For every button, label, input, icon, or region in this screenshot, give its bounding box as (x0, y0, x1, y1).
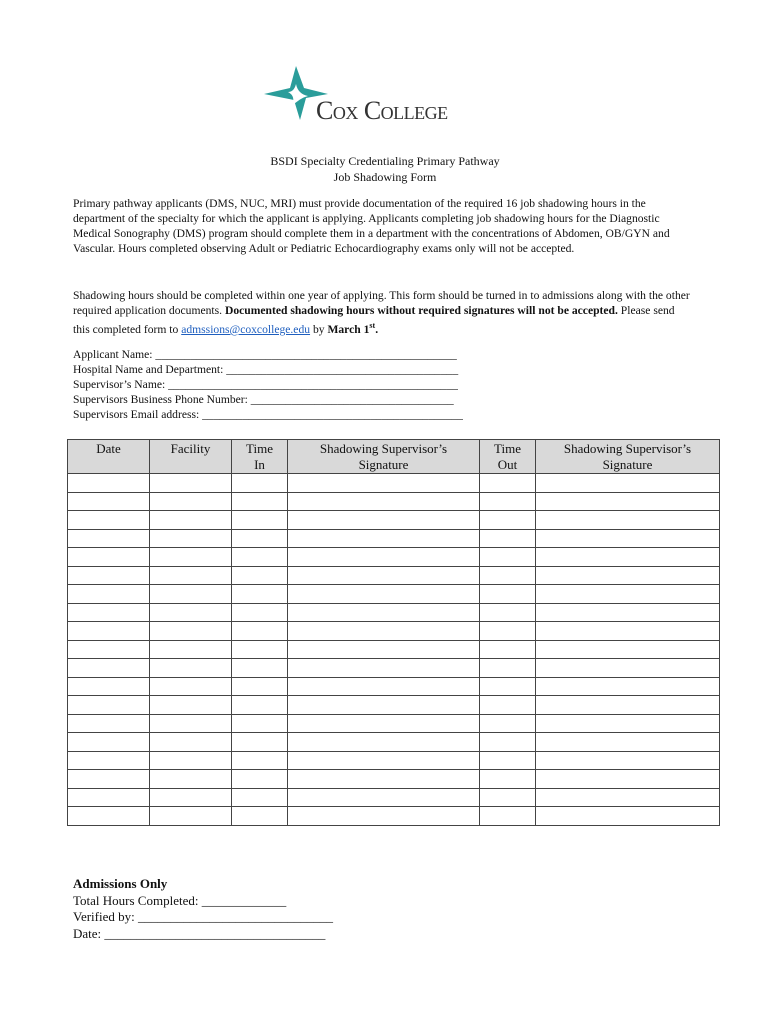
deadline: March 1 (327, 322, 370, 336)
table-cell[interactable] (232, 640, 288, 659)
table-cell[interactable] (480, 585, 536, 604)
table-cell[interactable] (68, 696, 150, 715)
supervisor-name-field[interactable]: Supervisor’s Name: __________________________________________________ (73, 378, 458, 391)
table-cell[interactable] (68, 807, 150, 826)
intro-paragraph: Primary pathway applicants (DMS, NUC, MRI) must provide documentation of the required 16 job shadowing hours in the department of the specialty for which the applicant is applying. Applicants completing job shadowing hours for the Diagnostic Medical Sonography (DMS) program should complete them in a department with the concentrations of Abdomen, OB/GYN and Vascular. Hours completed observing Adult or Pediatric Echocardiography exams only will not be accepted. (73, 197, 670, 255)
table-row (68, 807, 720, 826)
table-row (68, 529, 720, 548)
total-hours-field[interactable]: Total Hours Completed: _____________ (73, 892, 287, 908)
table-cell[interactable] (288, 770, 480, 789)
table-cell[interactable] (232, 751, 288, 770)
table-cell[interactable] (536, 622, 720, 641)
admissions-heading: Admissions Only (73, 876, 168, 891)
table-cell[interactable] (480, 548, 536, 567)
table-cell[interactable] (68, 603, 150, 622)
table-cell[interactable] (480, 640, 536, 659)
table-cell[interactable] (232, 585, 288, 604)
table-cell[interactable] (150, 751, 232, 770)
table-cell[interactable] (480, 677, 536, 696)
table-cell[interactable] (536, 770, 720, 789)
title-line-2: Job Shadowing Form (333, 170, 437, 184)
table-cell[interactable] (68, 659, 150, 678)
table-row (68, 788, 720, 807)
table-cell[interactable] (288, 548, 480, 567)
table-cell[interactable] (150, 788, 232, 807)
table-cell[interactable] (150, 714, 232, 733)
table-cell[interactable] (68, 788, 150, 807)
table-cell[interactable] (68, 640, 150, 659)
table-row (68, 622, 720, 641)
table-cell[interactable] (536, 733, 720, 752)
table-cell[interactable] (288, 659, 480, 678)
table-cell[interactable] (68, 511, 150, 530)
table-cell[interactable] (232, 733, 288, 752)
table-cell[interactable] (536, 603, 720, 622)
table-row (68, 677, 720, 696)
table-cell[interactable] (232, 474, 288, 493)
verified-by-field[interactable]: Verified by: ______________________________ (73, 909, 333, 924)
column-header-time-in: Time In (232, 440, 288, 474)
page-title (0, 153, 770, 185)
table-cell[interactable] (232, 677, 288, 696)
shadowing-log-table (67, 439, 720, 826)
column-header-supervisor-signature-1: Shadowing Supervisor’s Signature (288, 440, 480, 474)
table-cell[interactable] (288, 807, 480, 826)
table-cell[interactable] (536, 807, 720, 826)
table-cell[interactable] (288, 585, 480, 604)
table-cell[interactable] (536, 677, 720, 696)
table-cell[interactable] (150, 659, 232, 678)
table-cell[interactable] (68, 585, 150, 604)
table-cell[interactable] (68, 751, 150, 770)
table-cell[interactable] (232, 714, 288, 733)
table-cell[interactable] (480, 511, 536, 530)
table-cell[interactable] (536, 566, 720, 585)
table-cell[interactable] (480, 622, 536, 641)
table-cell[interactable] (480, 770, 536, 789)
table-cell[interactable] (68, 492, 150, 511)
supervisor-email-field[interactable]: Supervisors Email address: _____________________________________________ (73, 408, 463, 421)
table-row (68, 696, 720, 715)
admissions-only-section (73, 876, 333, 942)
table-row (68, 714, 720, 733)
table-cell[interactable] (232, 807, 288, 826)
table-cell[interactable] (68, 548, 150, 567)
table-row (68, 733, 720, 752)
table-cell[interactable] (288, 492, 480, 511)
table-cell[interactable] (232, 566, 288, 585)
college-name-logo: Cox College (316, 96, 448, 125)
applicant-fields (73, 347, 463, 422)
table-cell[interactable] (150, 696, 232, 715)
table-cell[interactable] (232, 492, 288, 511)
table-cell[interactable] (536, 751, 720, 770)
column-header-time-out: Time Out (480, 440, 536, 474)
table-cell[interactable] (288, 566, 480, 585)
table-cell[interactable] (232, 659, 288, 678)
table-cell[interactable] (150, 807, 232, 826)
table-cell[interactable] (288, 622, 480, 641)
column-header-supervisor-signature-2: Shadowing Supervisor’s Signature (536, 440, 720, 474)
table-cell[interactable] (232, 603, 288, 622)
table-cell[interactable] (232, 529, 288, 548)
signature-warning: Documented shadowing hours without required signatures will not be accepted. (224, 304, 618, 317)
admissions-date-field[interactable]: Date: __________________________________ (73, 925, 326, 941)
deadline-period: . (375, 322, 379, 336)
table-row (68, 511, 720, 530)
table-row (68, 659, 720, 678)
table-cell[interactable] (150, 622, 232, 641)
table-row (68, 548, 720, 567)
column-header-facility: Facility (150, 440, 232, 474)
table-cell[interactable] (150, 511, 232, 530)
table-cell[interactable] (536, 640, 720, 659)
table-cell[interactable] (536, 529, 720, 548)
title-line-1: BSDI Specialty Credentialing Primary Pathway (270, 154, 500, 168)
table-cell[interactable] (150, 770, 232, 789)
table-cell[interactable] (480, 492, 536, 511)
table-cell[interactable] (536, 492, 720, 511)
table-cell[interactable] (150, 640, 232, 659)
table-cell[interactable] (288, 696, 480, 715)
table-row (68, 640, 720, 659)
table-cell[interactable] (288, 474, 480, 493)
table-cell[interactable] (480, 529, 536, 548)
table-row (68, 603, 720, 622)
table-cell[interactable] (288, 511, 480, 530)
admissions-email-link[interactable]: admssions@coxcollege.edu (181, 322, 311, 336)
table-cell[interactable] (68, 566, 150, 585)
table-cell[interactable] (68, 770, 150, 789)
table-cell[interactable] (288, 714, 480, 733)
table-cell[interactable] (232, 622, 288, 641)
table-cell[interactable] (150, 548, 232, 567)
table-cell[interactable] (68, 714, 150, 733)
table-cell[interactable] (536, 511, 720, 530)
instructions-text-1: Shadowing hours should be completed within one year of applying. This form should be turned in to admissions along with the other required application documents. (73, 289, 690, 317)
table-cell[interactable] (150, 603, 232, 622)
table-cell[interactable] (68, 474, 150, 493)
table-cell[interactable] (480, 807, 536, 826)
table-cell[interactable] (480, 714, 536, 733)
table-body (68, 474, 720, 826)
table-cell[interactable] (232, 511, 288, 530)
table-cell[interactable] (232, 696, 288, 715)
table-cell[interactable] (288, 603, 480, 622)
table-cell[interactable] (288, 640, 480, 659)
applicant-name-field[interactable]: Applicant Name: ____________________________________________________ (73, 348, 457, 361)
table-cell[interactable] (68, 733, 150, 752)
column-header-date: Date (68, 440, 150, 474)
table-row (68, 474, 720, 493)
table-cell[interactable] (150, 677, 232, 696)
table-cell[interactable] (288, 733, 480, 752)
table-cell[interactable] (288, 677, 480, 696)
table-cell[interactable] (536, 788, 720, 807)
table-header-row (68, 440, 720, 474)
instructions-text-3: by (310, 322, 328, 336)
table-cell[interactable] (150, 492, 232, 511)
table-row (68, 751, 720, 770)
instructions-text-2: Please send this completed form to (73, 304, 675, 336)
table-cell[interactable] (480, 603, 536, 622)
table-cell[interactable] (288, 751, 480, 770)
table-row (68, 585, 720, 604)
table-cell[interactable] (536, 548, 720, 567)
table-cell[interactable] (480, 788, 536, 807)
table-cell[interactable] (150, 566, 232, 585)
table-cell[interactable] (480, 696, 536, 715)
table-cell[interactable] (150, 474, 232, 493)
supervisor-phone-field[interactable]: Supervisors Business Phone Number: ___________________________________ (73, 393, 454, 406)
hospital-department-field[interactable]: Hospital Name and Department: ________________________________________ (73, 363, 459, 376)
table-cell[interactable] (68, 677, 150, 696)
table-cell[interactable] (480, 566, 536, 585)
table-cell[interactable] (536, 714, 720, 733)
table-cell[interactable] (288, 788, 480, 807)
deadline-suffix: st (369, 321, 376, 330)
table-cell[interactable] (232, 770, 288, 789)
table-cell[interactable] (150, 529, 232, 548)
instructions-paragraph (73, 288, 693, 337)
table-cell[interactable] (480, 659, 536, 678)
table-row (68, 566, 720, 585)
table-cell[interactable] (150, 585, 232, 604)
table-row (68, 770, 720, 789)
table-cell[interactable] (68, 529, 150, 548)
table-cell[interactable] (68, 622, 150, 641)
table-cell[interactable] (150, 733, 232, 752)
table-cell[interactable] (536, 585, 720, 604)
table-cell[interactable] (536, 474, 720, 493)
table-cell[interactable] (480, 751, 536, 770)
table-cell[interactable] (232, 788, 288, 807)
table-cell[interactable] (480, 733, 536, 752)
table-row (68, 492, 720, 511)
table-cell[interactable] (232, 548, 288, 567)
table-cell[interactable] (536, 659, 720, 678)
table-cell[interactable] (480, 474, 536, 493)
table-cell[interactable] (536, 696, 720, 715)
table-cell[interactable] (288, 529, 480, 548)
